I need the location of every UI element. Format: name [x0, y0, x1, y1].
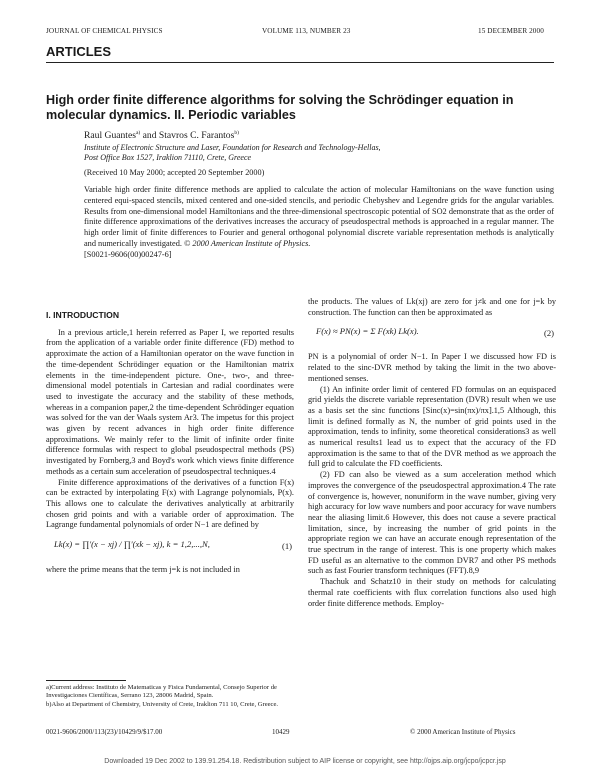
- download-notice: Downloaded 19 Dec 2002 to 139.91.254.18. Redistribution subject to AIP license or copyright, see http://ojps.aip.org/jcpo/jcpcr.jsp: [104, 758, 506, 765]
- footnotes: [46, 684, 294, 709]
- equation-1-formula: Lk(x) = ∏′(x − xj) / ∏′(xk − xj), k = 1,2,...,N,: [54, 539, 210, 550]
- affiliation: [84, 143, 554, 163]
- author-2-mark: b): [234, 129, 239, 136]
- right-paragraph-4: (2) FD can also be viewed as a sum acceleration method which improves the convergence of the pseudospectral approximation.4 The rate of convergence is, however, nonuniform in the wave number, giving very high accuracy for low wave numbers and poor accuracy for wave numbers near the aliasing limit.6 However, this does not cause a severe practical limitation, since, by increasing the number of grid points in the appropriate region we can have an accurate enough representation of the true spectrum in the range of interest. This is one property which makes FD useful as an alternative to the common DVR7 and other PS methods such as fast Fourier transform techniques (FFT).8,9: [308, 470, 556, 576]
- page-number: 10429: [272, 728, 290, 736]
- abstract: [84, 185, 554, 261]
- footnote-rule: [46, 680, 126, 681]
- article-doi: [S0021-9606(00)00247-6]: [84, 249, 172, 259]
- equation-2-number: (2): [543, 328, 554, 339]
- intro-paragraph-2: Finite difference approximations of the derivatives of a function F(x) can be extracted by interpolating F(x) with Lagrange polynomials, P(x). This allows one to calculate the derivatives analytically at arbitrarily chosen grid points and with a variable order of approximation. The Lagrange fundamental polynomials of order N−1 are defined by: [46, 477, 294, 530]
- journal-name: JOURNAL OF CHEMICAL PHYSICS: [46, 27, 163, 35]
- equation-1: [46, 531, 294, 565]
- header-rule: [46, 62, 554, 63]
- author-and: and: [140, 130, 159, 141]
- affiliation-line-2: Post Office Box 1527, Iraklion 71110, Crete, Greece: [84, 153, 252, 162]
- section-tag: ARTICLES: [46, 44, 111, 59]
- footer-copyright: © 2000 American Institute of Physics: [410, 728, 516, 736]
- right-paragraph-3: (1) An infinite order limit of centered FD formulas on an equispaced grid yields the discrete variable representation (DVR) result when we use as a basis set the sinc functions [Sinc(x)=sin(πx)/πx].1,5 Although, this limit is defined formally as N, the number of grid points used in the approximation, tends to infinity, some theoretical considerations3 as well as numerical results1 lead us to expect that the accuracy of the FD approximation is the same to that of the DVR method as we approach the full grid to calculate the FD coefficients.: [308, 384, 556, 469]
- left-column: [46, 310, 294, 576]
- intro-paragraph-1: In a previous article,1 herein referred as Paper I, we reported results from the application of a variable order finite difference (FD) method to approximate the action of a Hamiltonian operator on the wave function in the time-dependent Schrödinger equation or the Hamiltonian matrix elements in the time-independent picture. One-, two-, and three-dimensional model potentials in Cartesian and radial coordinates were used to investigate the accuracy and the stability of these methods, whereas in a companion paper,2 the time-dependent Schrödinger equation was solved for the van der Waals system Ar3. The impetus for this project was given by recent advances in high order finite difference approximations. We mainly refer to the limit of infinite order finite difference formulas with respect to global pseudospectral methods (PS) investigated by Fornberg,3 and Boyd's work which views finite difference methods as a certain sum acceleration of pseudospectral techniques.4: [46, 327, 294, 476]
- footer-code: 0021-9606/2000/113(23)/10429/9/$17.00: [46, 728, 163, 736]
- equation-2-formula: F(x) ≈ PN(x) = Σ F(xk) Lk(x).: [316, 326, 419, 337]
- article-title: High order finite difference algorithms for solving the Schrödinger equation in molecular dynamics. II. Periodic variables: [46, 93, 514, 122]
- abstract-text: Variable high order finite difference methods are applied to calculate the action of molecular Hamiltonians on the wave function using centered equi-spaced stencils, mixed centered and one-sided stencils, and periodic Chebyshev and Legendre grids for the angular variables. Results from one-dimensional model Hamiltonians and the three-dimensional spectroscopic potential of SO2 demonstrate that as the order of finite difference approximations of the derivatives increases the accuracy of pseudospectral methods is approached in a regular manner. The high order limit of finite differences to Fourier and general orthogonal polynomial discrete variable representation methods is analytically and numerically investigated.: [84, 185, 554, 248]
- affiliation-line-1: Institute of Electronic Structure and Laser, Foundation for Research and Technology-Hellas,: [84, 143, 381, 152]
- author-line: [84, 130, 239, 141]
- copyright-line: © 2000 American Institute of Physics.: [184, 238, 311, 248]
- received-dates: (Received 10 May 2000; accepted 20 September 2000): [84, 168, 265, 177]
- author-1: Raul Guantes: [84, 130, 136, 141]
- right-paragraph-1: the products. The values of Lk(xj) are zero for j≠k and one for j=k by construction. The function can then be approximated as: [308, 297, 556, 317]
- section-heading: I. INTRODUCTION: [46, 310, 120, 320]
- footnote-b: b)Also at Department of Chemistry, University of Crete, Iraklion 711 10, Crete, Greece.: [46, 700, 279, 708]
- author-1-mark: a): [135, 129, 141, 136]
- right-paragraph-5: Thachuk and Schatz10 in their study on methods for calculating thermal rate coefficients with flux correlation functions also used high order finite difference methods. Employ-: [308, 577, 556, 608]
- footnote-a: a)Current address: Instituto de Matematicas y Fisica Fundamental, Consejo Superior de Investigaciones Científicas, Serrano 123, 28006 Madrid, Spain.: [46, 684, 277, 700]
- right-paragraph-2: PN is a polynomial of order N−1. In Paper I we discussed how FD is related to the sinc-DVR method by taking the limit in the two above-mentioned senses.: [308, 352, 556, 383]
- equation-1-number: (1): [281, 541, 292, 552]
- issue-date: 15 DECEMBER 2000: [478, 27, 544, 35]
- volume-number: VOLUME 113, NUMBER 23: [262, 27, 351, 35]
- right-column: [308, 297, 556, 609]
- author-2: Stavros C. Farantos: [158, 130, 235, 141]
- intro-paragraph-3: where the prime means that the term j=k is not included in: [46, 565, 240, 575]
- equation-2: [308, 318, 556, 352]
